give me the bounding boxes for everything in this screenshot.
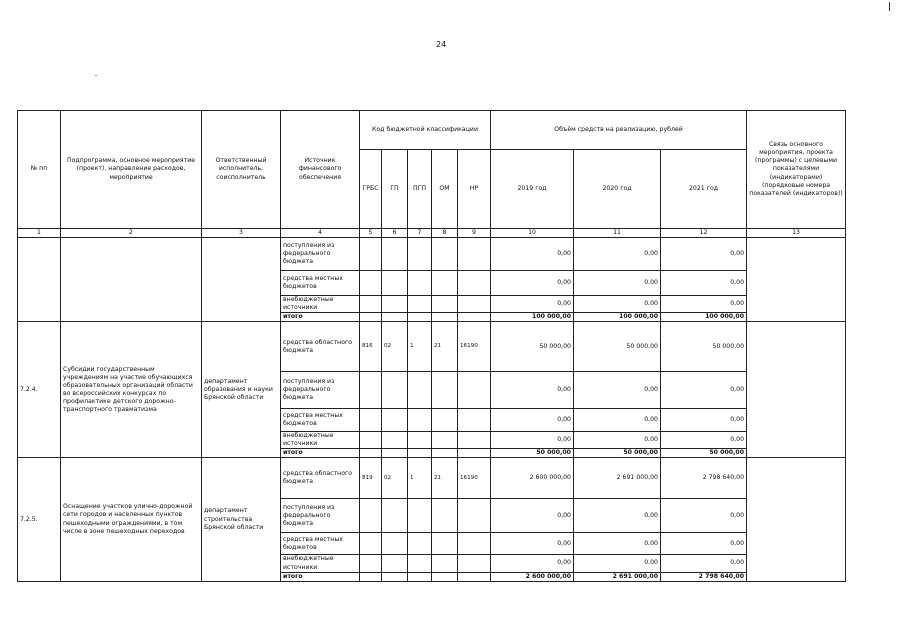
total-2020: 100 000,00 [574,313,661,322]
total-2021: 50 000,00 [661,449,747,458]
scan-speck [95,75,97,76]
value-2021: 0,00 [661,499,747,533]
value-2021: 0,00 [661,296,747,313]
value-2019: 0,00 [491,271,574,296]
source-federal: поступления из федерального бюджета [281,372,360,409]
item-name: Оснащение участков улично-дорожной сети городов и населенных пунктов пешеходными ограждениями, в том числе в зоне пешеходных переходов [61,458,202,581]
code-grbs: 816 [360,322,382,372]
total-2019: 50 000,00 [491,449,574,458]
table-row [18,238,846,271]
code-gp: 02 [382,322,408,372]
link-cell [747,322,846,458]
source-extra: внебюджетные источники [281,432,360,449]
value-2020: 0,00 [574,555,661,572]
col-number: 13 [747,229,846,238]
header-code-gp: ГП [382,150,408,229]
col-number: 11 [574,229,661,238]
source-local: средства местных бюджетов [281,533,360,555]
header-code-pgp: ПГП [408,150,432,229]
budget-table [17,110,846,582]
header-no: № пп [18,111,61,229]
value-2020: 0,00 [574,432,661,449]
value-2021: 0,00 [661,533,747,555]
value-2021: 0,00 [661,409,747,432]
col-number: 2 [61,229,202,238]
header-volume: Объём средств на реализацию, рублей [491,111,747,150]
col-number: 3 [202,229,281,238]
value-2020: 0,00 [574,296,661,313]
code-om: 21 [432,458,458,499]
header-responsible: Ответственный исполнитель, соисполнитель [202,111,281,229]
value-2019: 0,00 [491,409,574,432]
header-code-nr: НР [458,150,491,229]
empty-cell [202,238,281,322]
code-pgp: 1 [408,322,432,372]
total-2020: 50 000,00 [574,449,661,458]
header-year-2021: 2021 год [661,150,747,229]
total-2019: 2 600 000,00 [491,572,574,581]
value-2021: 0,00 [661,555,747,572]
source-local: средства местных бюджетов [281,409,360,432]
value-2020: 0,00 [574,271,661,296]
value-2021: 0,00 [661,271,747,296]
col-number: 5 [360,229,382,238]
code-om: 21 [432,322,458,372]
code-nr: 16190 [458,322,491,372]
col-number: 8 [432,229,458,238]
total-2019: 100 000,00 [491,313,574,322]
total-2021: 100 000,00 [661,313,747,322]
col-number: 6 [382,229,408,238]
col-number: 7 [408,229,432,238]
col-number: 4 [281,229,360,238]
value-2020: 2 691 000,00 [574,458,661,499]
value-2019: 0,00 [491,555,574,572]
total-2020: 2 691 000,00 [574,572,661,581]
value-2019: 0,00 [491,238,574,271]
col-number: 9 [458,229,491,238]
total-2021: 2 798 640,00 [661,572,747,581]
source-regional: средства областного бюджета [281,458,360,499]
link-cell [747,458,846,581]
source-regional: средства областного бюджета [281,322,360,372]
value-2020: 0,00 [574,372,661,409]
header-source: Источник финансового обеспечения [281,111,360,229]
code-grbs: 819 [360,458,382,499]
col-number: 12 [661,229,747,238]
value-2021: 50 000,00 [661,322,747,372]
header-year-2020: 2020 год [574,150,661,229]
source-total: итого [281,449,360,458]
value-2019: 50 000,00 [491,322,574,372]
source-extra: внебюджетные источники [281,555,360,572]
value-2020: 0,00 [574,238,661,271]
item-number: 7.2.5. [18,458,61,581]
item-number: 7.2.4. [18,322,61,458]
table-row [18,458,846,499]
header-code-grbs: ГРБС [360,150,382,229]
source-total: итого [281,572,360,581]
table-row [18,322,846,372]
edge-mark [889,2,890,11]
code-gp: 02 [382,458,408,499]
header-row [18,111,846,150]
header-subprogram: Подпрограмма, основное мероприятие (проект), направление расходов, мероприятие [61,111,202,229]
value-2020: 0,00 [574,499,661,533]
empty-cell [18,238,61,322]
item-responsible: департамент строительства Брянской области [202,458,281,581]
value-2021: 0,00 [661,238,747,271]
value-2021: 2 798 640,00 [661,458,747,499]
source-federal: поступления из федерального бюджета [281,238,360,271]
header-budget-code: Код бюджетной классификации [360,111,491,150]
source-local: средства местных бюджетов [281,271,360,296]
value-2019: 0,00 [491,533,574,555]
value-2019: 0,00 [491,499,574,533]
header-code-om: ОМ [432,150,458,229]
code-pgp: 1 [408,458,432,499]
value-2020: 0,00 [574,533,661,555]
col-number: 1 [18,229,61,238]
link-cell [747,238,846,322]
column-numbers-row [18,229,846,238]
col-number: 10 [491,229,574,238]
value-2020: 0,00 [574,409,661,432]
value-2019: 0,00 [491,372,574,409]
value-2021: 0,00 [661,432,747,449]
code-nr: 16190 [458,458,491,499]
source-federal: поступления из федерального бюджета [281,499,360,533]
value-2019: 0,00 [491,432,574,449]
header-link: Связь основного мероприятия, проекта (программы) с целевыми показателями (индикаторами) (порядковые номера показателей (индикаторов)) [747,111,846,229]
header-year-2019: 2019 год [491,150,574,229]
empty-cell [61,238,202,322]
source-extra: внебюджетные источники [281,296,360,313]
page-number: 24 [436,40,447,49]
value-2019: 2 600 000,00 [491,458,574,499]
item-name: Субсидии государственным учреждениям на участие обучающихся образовательных организаций области во всероссийских конкурсах по профилактике детского дорожно-транспортного травматизма [61,322,202,458]
value-2020: 50 000,00 [574,322,661,372]
item-responsible: департамент образования и науки Брянской области [202,322,281,458]
value-2019: 0,00 [491,296,574,313]
value-2021: 0,00 [661,372,747,409]
source-total: итого [281,313,360,322]
